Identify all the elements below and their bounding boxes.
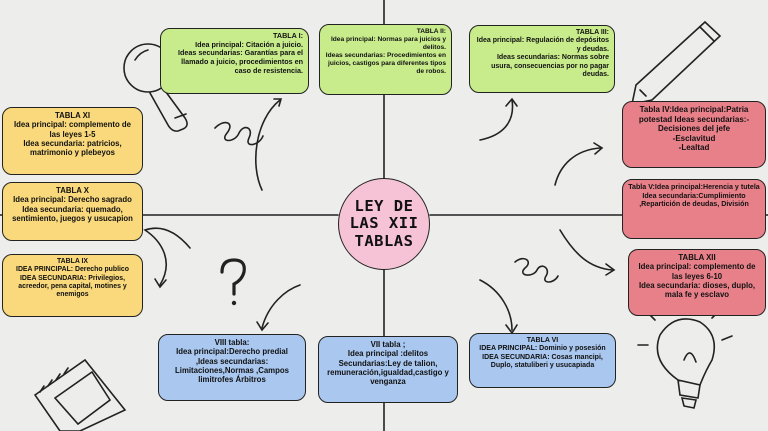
tabla-iv-card <box>622 101 766 168</box>
tabla-iii-card <box>469 25 615 93</box>
tabla-i-card <box>160 28 309 94</box>
tabla-viii-body: Idea principal:Derecho predial ,Ideas secundarias: Limitaciones,Normas ,Campos limitrofes Árbitros <box>175 347 289 385</box>
tabla-ix-card <box>2 254 143 317</box>
tabla-x-title: TABLA X <box>56 186 89 195</box>
tabla-x-body: Idea principal: Derecho sagrado Idea secundaria: quemado, sentimiento, juegos y usucapion <box>12 195 133 224</box>
tabla-i-title: TABLA I: <box>273 31 303 40</box>
tabla-vii-title: VII tabla ; <box>370 340 406 349</box>
tabla-iii-title: TABLA III: <box>575 29 609 36</box>
tabla-viii-card <box>158 334 306 401</box>
tabla-xi-card <box>2 107 143 175</box>
tabla-viii-title: VIII tabla: <box>214 338 250 347</box>
tabla-ii-card <box>319 24 452 95</box>
tabla-xii-title: TABLA XII <box>678 253 716 262</box>
tabla-v-card <box>622 179 766 239</box>
tabla-v-title: Tabla V:Idea principal:Herencia y tutela <box>628 183 760 191</box>
central-topic <box>338 178 430 270</box>
central-title: LEY DE LAS XII TABLAS <box>349 196 419 250</box>
tabla-i-body: Idea principal: Citación a juicio. Ideas secundarias: Garantías para el llamado a juicio, procedimientos en caso de resistencia. <box>177 39 303 75</box>
tabla-xii-body: Idea principal: complemento de las leyes 6-10 Idea secundaria: dioses, duplo, mala fe y esclavo <box>638 262 756 300</box>
tabla-vii-card <box>318 336 458 403</box>
tabla-v-body: Idea secundaria:Cumplimiento ,Repartición de deudas, División <box>639 191 749 208</box>
tabla-iv-body: Decisiones del jefe -Esclavitud -Lealtad <box>657 124 731 153</box>
tabla-xii-card <box>628 249 766 316</box>
tabla-xi-body: Idea principal: complemento de las leyes 1-5 Idea secundaria: patricios, matrimonio y plebeyos <box>14 120 131 158</box>
tabla-ix-body: IDEA PRINCIPAL: Derecho publico IDEA SECUNDARIA: Privilegios, acreedor, pena capital, motines y enemigos <box>16 266 129 299</box>
tabla-vii-body: Idea principal :delitos Secundarias:Ley de talion, remuneración,igualdad,castigo y venganza <box>327 349 449 387</box>
tabla-xi-title: TABLA XI <box>54 111 91 120</box>
tabla-vi-title: TABLA VI <box>526 337 559 344</box>
tabla-ix-title: TABLA IX <box>56 258 88 265</box>
tabla-iv-title: Tabla IV:Idea principal:Patria potestad Ideas secundarias:- <box>638 105 750 124</box>
tabla-iii-body: Idea principal: Regulación de depósitos y deudas. Ideas secundarias: Normas sobre usura, consecuencias por no pagar deudas. <box>476 37 609 78</box>
tabla-vi-card <box>469 333 616 388</box>
tabla-x-card <box>2 182 143 241</box>
tabla-vi-body: IDEA PRINCIPAL: Dominio y posesión IDEA SECUNDARIA: Cosas mancipi, Duplo, statuliberi y usucapiada <box>479 345 606 370</box>
tabla-ii-title: TABLA II: <box>416 28 446 35</box>
tabla-ii-body: Idea principal: Normas para juicios y delitos. Ideas secundarias: Procedimientos en juicios, castigos para diferentes tipos de robos. <box>325 35 446 75</box>
